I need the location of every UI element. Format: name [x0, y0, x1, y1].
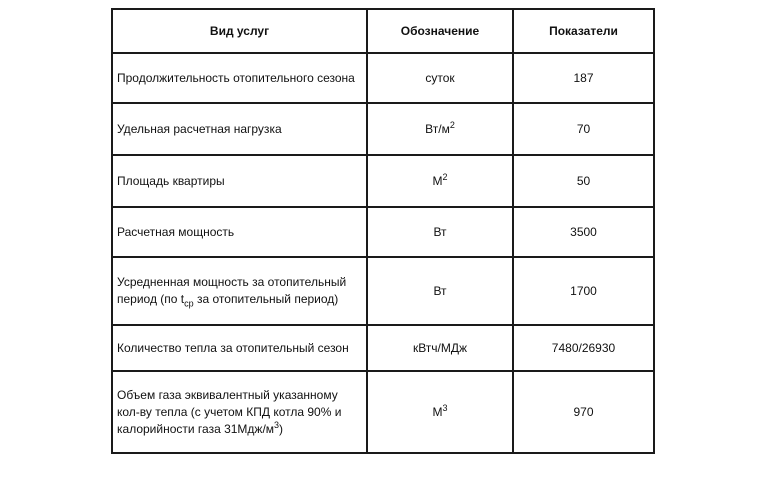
row-unit — [367, 103, 513, 155]
unit-superscript: 2 — [449, 119, 455, 130]
unit-superscript: 2 — [442, 171, 448, 182]
row-value: 7480/26930 — [513, 325, 654, 371]
header-indicators: Показатели — [513, 9, 654, 53]
row-name-part2: за отопительный период) — [193, 292, 339, 306]
table-row — [112, 103, 654, 155]
table-header-row — [112, 9, 654, 53]
row-name-subscript: ср — [184, 298, 194, 309]
row-name-superscript: 3 — [274, 419, 280, 430]
table-row — [112, 325, 654, 371]
row-name: Расчетная мощность — [112, 207, 367, 257]
table-row — [112, 53, 654, 103]
row-value: 70 — [513, 103, 654, 155]
header-designation: Обозначение — [367, 9, 513, 53]
row-value: 50 — [513, 155, 654, 207]
row-value: 187 — [513, 53, 654, 103]
row-value: 970 — [513, 371, 654, 453]
unit-base: М — [432, 173, 443, 188]
row-value: 3500 — [513, 207, 654, 257]
row-name: Продолжительность отопительного сезона — [112, 53, 367, 103]
row-name-part2: ) — [279, 421, 284, 436]
table-row — [112, 257, 654, 325]
services-table — [111, 8, 655, 454]
row-name — [112, 371, 367, 453]
row-name: Площадь квартиры — [112, 155, 367, 207]
header-service-type: Вид услуг — [112, 9, 367, 53]
row-name-part1: Объем газа эквивалентный указанному кол-ву тепла (с учетом КПД котла 90% и калорийности газа 31Мдж/м — [117, 387, 342, 436]
table-row — [112, 207, 654, 257]
row-name: Удельная расчетная нагрузка — [112, 103, 367, 155]
table-row — [112, 155, 654, 207]
unit-base: Вт/м — [425, 121, 450, 136]
row-unit — [367, 155, 513, 207]
row-name — [112, 257, 367, 325]
table-row — [112, 371, 654, 453]
row-name-part1: Усредненная мощность за отопительный период (по t — [117, 275, 347, 306]
row-unit — [367, 371, 513, 453]
unit-base: М — [432, 404, 443, 419]
row-value: 1700 — [513, 257, 654, 325]
row-unit: Вт — [367, 257, 513, 325]
row-unit: суток — [367, 53, 513, 103]
row-unit: Вт — [367, 207, 513, 257]
unit-superscript: 3 — [442, 402, 448, 413]
row-name: Количество тепла за отопительный сезон — [112, 325, 367, 371]
row-unit: кВтч/МДж — [367, 325, 513, 371]
